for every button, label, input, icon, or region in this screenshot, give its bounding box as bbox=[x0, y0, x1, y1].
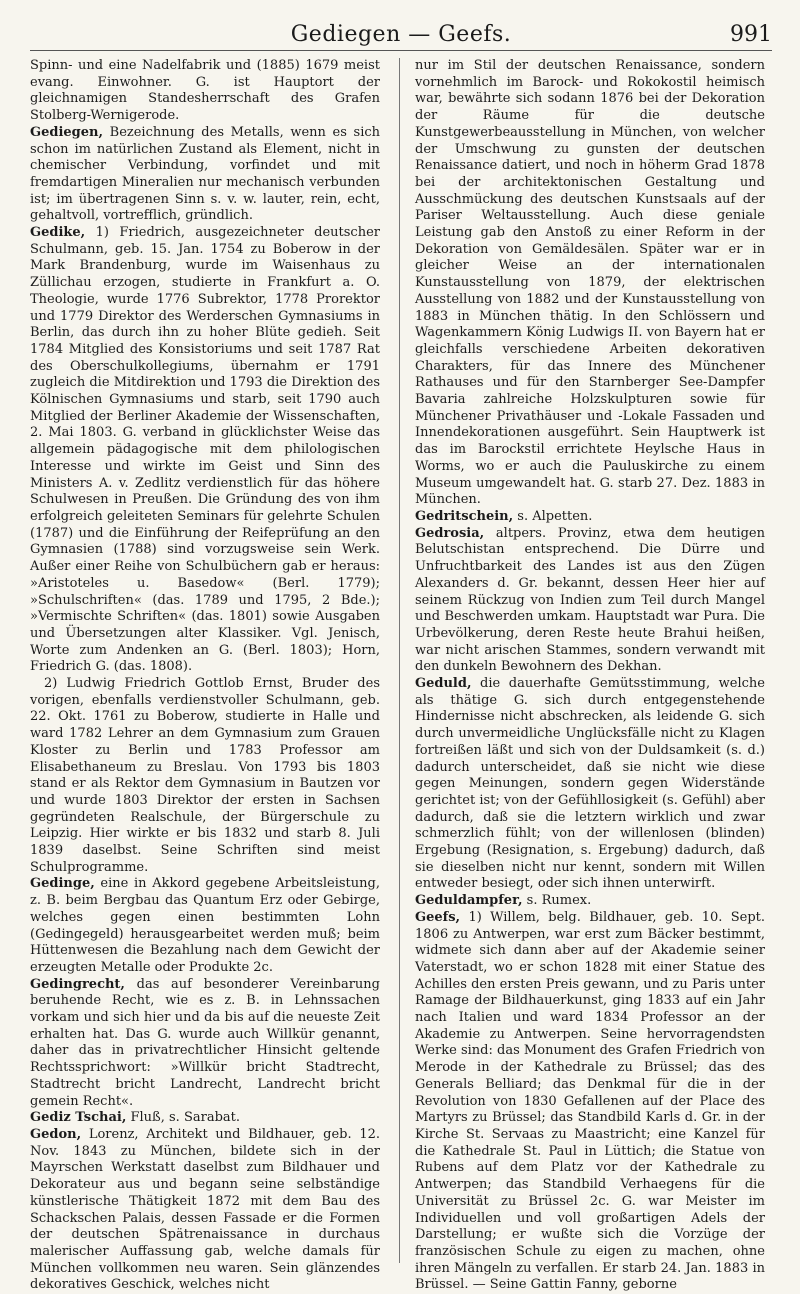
dictionary-entry bbox=[30, 125, 380, 225]
header-title: Gediegen — Geefs. bbox=[290, 22, 512, 47]
entry-text: 2) Ludwig Friedrich Gottlob Ernst, Bruder des vorigen, ebenfalls verdienstvoller Schulmann, geb. 22. Okt. 1761 zu Boberow, studierte in Halle und ward 1782 Lehrer an dem Gymnasium zum Grauen Kloster zu Berlin und 1783 Professor am Elisabethaneum zu Breslau. Von 1793 bis 1803 stand er als Rektor dem Gymnasium in Bautzen vor und wurde 1803 Direktor der ersten in Sachsen gegründeten Realschule, der Bürgerschule zu Leipzig. Hier wirkte er bis 1832 und starb 8. Juli 1839 daselbst. Seine Schriften sind meist Schulprogramme. bbox=[30, 676, 380, 875]
right-column bbox=[415, 58, 765, 1293]
entry-headword: Geefs, bbox=[415, 909, 461, 925]
entry-paragraph bbox=[30, 58, 380, 125]
dictionary-entry bbox=[30, 1110, 380, 1127]
entry-headword: Gediegen, bbox=[30, 124, 104, 140]
dictionary-entry bbox=[415, 676, 765, 893]
entry-text: Spinn- und eine Nadelfabrik und (1885) 1679 meist evang. Einwohner. G. ist Hauptort der gleichnamigen Standesherrschaft des Grafen Stolberg-Wernigerode. bbox=[30, 58, 380, 124]
left-column bbox=[30, 58, 380, 1293]
entry-text: das auf besonderer Vereinbarung beruhende Recht, wie es z. B. in Lehnssachen vorkam und sich hier und da bis auf die neueste Zeit erhalten hat. Das G. wurde auch Willkür genannt, daher das in privatrechtlicher Hinsicht geltende Rechtssprichwort: »Willkür bricht Stadtrecht, Stadtrecht bricht Landrecht, Landrecht bricht gemein Recht«. bbox=[30, 976, 380, 1109]
entry-text: die dauerhafte Gemütsstimmung, welche als thätige G. sich durch entgegenstehende Hindernisse nicht abschrecken, als leidende G. sich durch unvermeidliche Unglücksfälle nicht zu Klagen fortreißen läßt und sich von der Duldsamkeit (s. d.) dadurch unterscheidet, daß sie nicht wie diese gegen Meinungen, sondern gegen Widerstände gerichtet ist; von der Gefühllosigkeit (s. Gefühl) aber dadurch, daß sie die letztern wirklich und zwar schmerzlich fühlt; von der willenlosen (blinden) Ergebung (Resignation, s. Ergebung) dadurch, daß sie dieselben nicht nur kennt, sondern mit Willen entweder besiegt, oder sich ihnen unterwirft. bbox=[415, 676, 765, 892]
dictionary-entry bbox=[415, 893, 765, 910]
entry-text: eine in Akkord gegebene Arbeitsleistung, z. B. beim Bergbau das Quantum Erz oder Gebirge, welches gegen einen bestimmten Lohn (Gedingegeld) herausgearbeitet werden muß; beim Hüttenwesen die Bezahlung nach dem Gewicht der erzeugten Metalle oder Produkte 2c. bbox=[30, 876, 380, 975]
page-number: 991 bbox=[730, 22, 772, 47]
dictionary-entry bbox=[415, 526, 765, 676]
entry-headword: Gedrosia, bbox=[415, 525, 485, 541]
dictionary-entry bbox=[415, 509, 765, 526]
entry-paragraph bbox=[415, 58, 765, 509]
dictionary-entry bbox=[30, 1127, 380, 1294]
entry-text: s. Alpetten. bbox=[513, 508, 593, 524]
entry-headword: Gedike, bbox=[30, 225, 86, 241]
entry-headword: Gedingrecht, bbox=[30, 976, 125, 992]
entry-headword: Gedon, bbox=[30, 1127, 82, 1142]
entry-paragraph bbox=[30, 676, 380, 876]
entry-text: altpers. Provinz, etwa dem heutigen Belutschistan entsprechend. Die Dürre und Unfruchtbarkeit des Landes ist aus den Zügen Alexanders d. Gr. bekannt, dessen Heer hier auf seinem Rückzug von Indien zum Teil durch Mangel und Beschwerden umkam. Hauptstadt war Pura. Die Urbevölkerung, deren Reste heute Brahui heißen, war nicht arischen Stammes, sondern verwandt mit den dunkeln Bewohnern des Dekhan. bbox=[415, 525, 765, 675]
entry-text: 1) Friedrich, ausgezeichneter deutscher Schulmann, geb. 15. Jan. 1754 zu Boberow in der Mark Brandenburg, wurde im Waisenhaus zu Züllichau erzogen, studierte in Frankfurt a. O. Theologie, wurde 1776 Subrektor, 1778 Prorektor und 1779 Direktor des Werderschen Gymnasiums in Berlin, das durch ihn zu hoher Blüte gedieh. Seit 1784 Mitglied des Konsistoriums und seit 1787 Rat des Oberschulkollegiums, übernahm er 1791 zugleich die Mitdirektion und 1793 die Direktion des Kölnischen Gymnasiums und starb, seit 1790 auch Mitglied der Berliner Akademie der Wissenschaften, 2. Mai 1803. G. verband in glücklichster Weise das allgemein pädagogische mit dem philologischen Interesse und wirkte im Geist und Sinn des Ministers A. v. Zedlitz verdienstlich für das höhere Schulwesen in Preußen. Die Gründung des von ihm erfolgreich geleiteten Seminars für gelehrte Schulen (1787) und die Einführung der Reifeprüfung an den Gymnasien (1788) sind vorzugsweise sein Werk. Außer einer Reihe von Schulbüchern gab er heraus: »Aristoteles u. Basedow« (Berl. 1779); »Schulschriften« (das. 1789 und 1795, 2 Bde.); »Vermischte Schriften« (das. 1801) sowie Ausgaben und Übersetzungen alter Klassiker. Vgl. Jenisch, Worte zum Andenken an G. (Berl. 1803); Horn, Friedrich G. (das. 1808). bbox=[30, 225, 380, 675]
entry-headword: Gedinge, bbox=[30, 876, 95, 892]
entry-headword: Geduld, bbox=[415, 676, 472, 692]
running-header bbox=[30, 20, 772, 51]
dictionary-entry bbox=[30, 876, 380, 976]
dictionary-entry bbox=[30, 225, 380, 676]
entry-text: s. Rumex. bbox=[522, 893, 592, 909]
column-divider bbox=[399, 58, 400, 1263]
entry-headword: Geduldampfer, bbox=[415, 893, 523, 909]
dictionary-entry bbox=[30, 977, 380, 1111]
entry-text: Lorenz, Architekt und Bildhauer, geb. 12. Nov. 1843 zu München, bildete sich in der Mayrschen Werkstatt daselbst zum Bildhauer und Dekorateur aus und begann seine selbständige künstlerische Thätigkeit 1872 mit dem Bau des Schackschen Palais, dessen Fassade er die Formen der deutschen Spätrenaissance in durchaus malerischer Auffassung gab, welche damals für München vollkommen neu waren. Sein glänzendes dekoratives Geschick, welches nicht bbox=[30, 1127, 380, 1293]
entry-text: 1) Willem, belg. Bildhauer, geb. 10. Sept. 1806 zu Antwerpen, war erst zum Bäcker bestimmt, widmete sich dann aber auf der Akademie seiner Vaterstadt, wo er schon 1828 mit einer Statue des Achilles den ersten Preis gewann, und zu Paris unter Ramage der Bildhauerkunst, ging 1833 auf ein Jahr nach Italien und ward 1834 Professor an der Akademie zu Antwerpen. Seine hervorragendsten Werke sind: das Monument des Grafen Friedrich von Merode in der Kathedrale zu Brüssel; das des Generals Belliard; das Denkmal für die in der Revolution von 1830 Gefallenen auf der Place des Martyrs zu Brüssel; das Standbild Karls d. Gr. in der Kirche St. Servaas zu Maastricht; eine Kanzel für die Kathedrale St. Paul in Lüttich; die Statue von Rubens auf dem Platz vor der Kathedrale zu Antwerpen; das Standbild Verhaegens für die Universität zu Brüssel 2c. G. war Meister im Individuellen und voll großartigen Adels der Darstellung; er wußte sich die Vorzüge der französischen Schule zu eigen zu machen, ohne ihren Mängeln zu verfallen. Er starb 24. Jan. 1883 in Brüssel. — Seine Gattin Fanny, geborne bbox=[415, 909, 765, 1293]
entry-text: Bezeichnung des Metalls, wenn es sich schon im natürlichen Zustand als Element, nicht in chemischer Verbindung, vorfindet und mit fremdartigen Mineralien nur mechanisch verbunden ist; im übertragenen Sinn s. v. w. lauter, rein, echt, gehaltvoll, vortrefflich, gründlich. bbox=[30, 124, 380, 224]
entry-headword: Gedritschein, bbox=[415, 508, 514, 524]
entry-text: nur im Stil der deutschen Renaissance, sondern vornehmlich im Barock- und Rokokostil heimisch war, bewährte sich sodann 1876 bei der Dekoration der Räume für die deutsche Kunstgewerbeausstellung in München, von welcher der Umschwung zu gunsten der deutschen Renaissance datiert, und noch in höherm Grad 1878 bei der architektonischen Gestaltung und Ausschmückung des deutschen Kunstsaals auf der Pariser Weltausstellung. Auch diese geniale Leistung gab den Anstoß zu einer Reform in der Dekoration von Gemäldesälen. Später war er in gleicher Weise an der internationalen Kunstausstellung von 1879, der elektrischen Ausstellung von 1882 und der Kunstausstellung von 1883 in München thätig. In den Schlössern und Wagenkammern König Ludwigs II. von Bayern hat er gleichfalls verschiedene Arbeiten dekorativen Charakters, für das Innere des Münchener Rathauses und für den Starnberger See-Dampfer Bavaria zahlreiche Holzskulpturen sowie für Münchener Privathäuser und -Lokale Fassaden und Innendekorationen ausgeführt. Sein Hauptwerk ist das im Barockstil errichtete Heylsche Haus in Worms, wo er auch die Pauluskirche zu einem Museum umgewandelt hat. G. starb 27. Dez. 1883 in München. bbox=[415, 58, 765, 508]
dictionary-entry bbox=[415, 910, 765, 1294]
entry-headword: Gediz Tschai, bbox=[30, 1110, 127, 1126]
entry-text: Fluß, s. Sarabat. bbox=[126, 1110, 240, 1126]
